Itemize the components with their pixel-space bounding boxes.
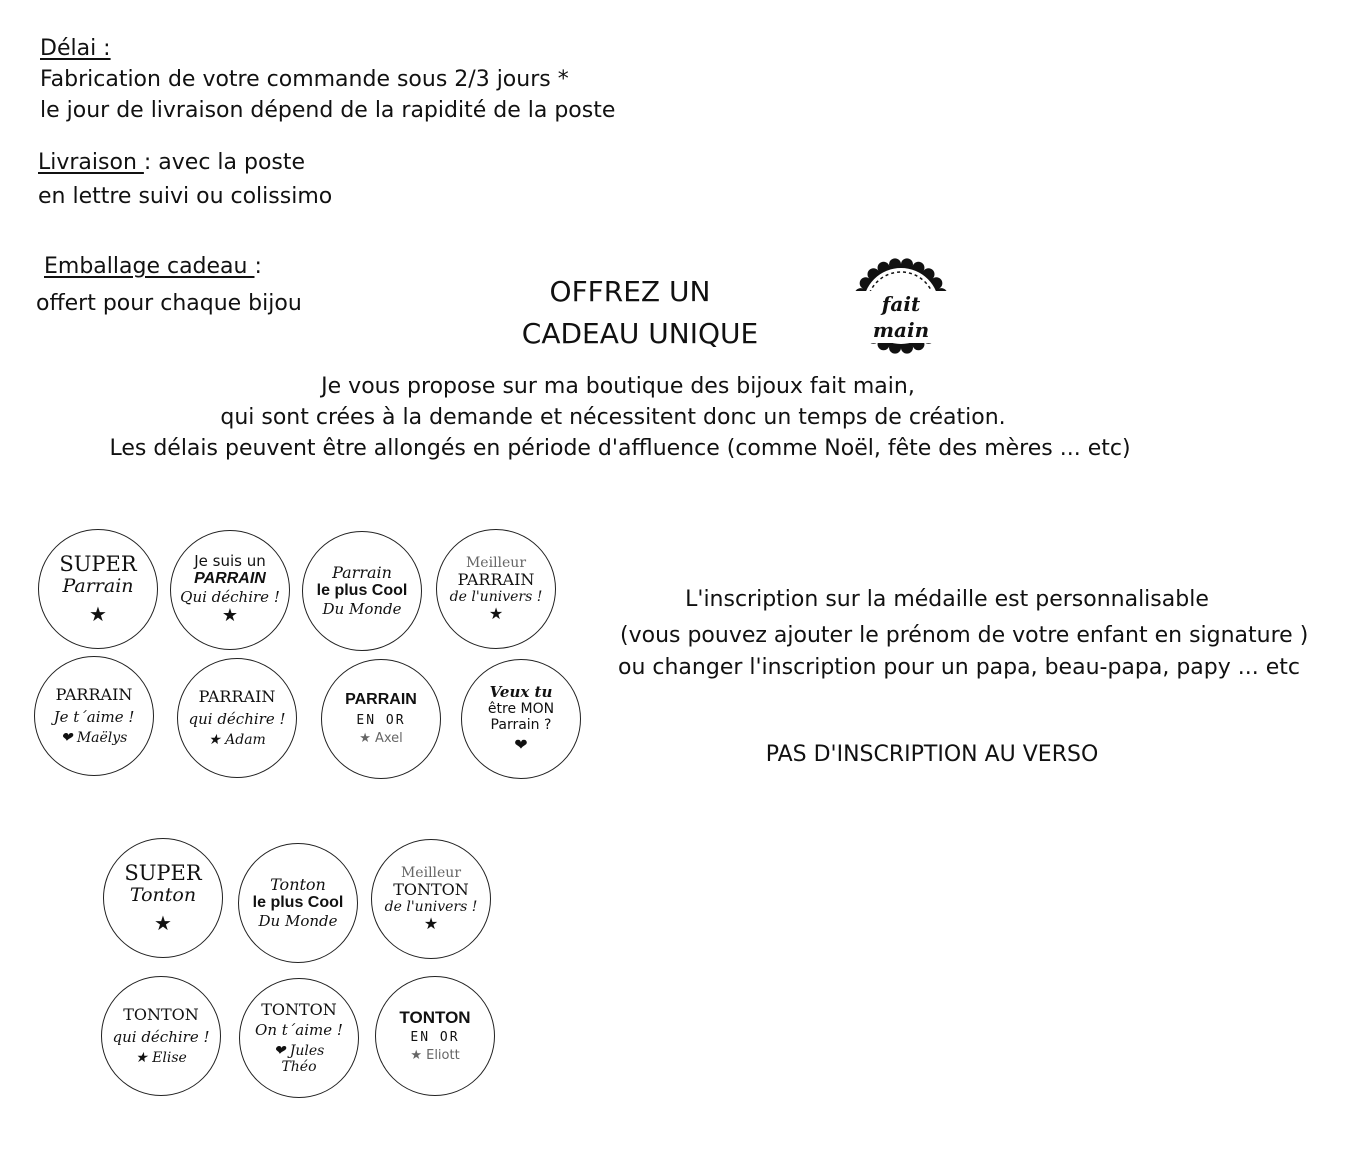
heart-icon: ❤: [514, 734, 528, 754]
medal-line: Tonton: [129, 883, 197, 906]
medal-line: ★ Elise: [135, 1049, 187, 1066]
offer-line-2: CADEAU UNIQUE: [521, 317, 759, 350]
medal-line: ❤ Maëlys: [60, 729, 128, 746]
medal-line: PARRAIN: [457, 569, 535, 589]
medal-super-tonton: [103, 838, 223, 958]
emballage-heading-suffix: :: [254, 254, 262, 279]
medal-line: de l'univers !: [384, 899, 478, 915]
medal-parrain-je-t-aime: [34, 656, 154, 776]
medal-line: Du Monde: [258, 911, 338, 930]
medal-line: ★ Adam: [208, 731, 266, 748]
medal-je-suis-un-parrain: [170, 530, 290, 650]
medal-line: le plus Cool: [316, 582, 408, 600]
medal-line: Je suis un: [194, 552, 266, 571]
medal-veux-tu-etre-mon-parrain: [461, 659, 581, 779]
medal-parrain-qui-dechire: [177, 658, 297, 778]
medal-meilleur-tonton: [371, 839, 491, 959]
medal-line: EN OR: [410, 1030, 460, 1046]
medal-line: qui déchire !: [188, 709, 286, 728]
intro-line-1: Je vous propose sur ma boutique des bijoux fait main,: [321, 374, 915, 399]
fait-main-logo: [852, 257, 950, 355]
medal-line: EN OR: [356, 712, 406, 728]
medal-line: TONTON: [261, 1000, 337, 1020]
medal-line: être MON: [487, 701, 555, 718]
medal-tonton-qui-dechire: [101, 976, 221, 1096]
livraison-heading-label: Livraison: [38, 150, 144, 175]
medal-line: SUPER: [124, 860, 202, 885]
verso-notice: PAS D'INSCRIPTION AU VERSO: [765, 742, 1099, 767]
medal-line: Tonton: [270, 874, 326, 894]
medal-line: ❤ Jules: [273, 1042, 325, 1059]
medal-line: Veux tu: [489, 683, 553, 702]
star-icon: ★: [221, 605, 239, 627]
medal-line: Je t´aime !: [53, 707, 135, 726]
offer-line-1: OFFREZ UN: [549, 275, 711, 308]
medal-line: PARRAIN: [345, 691, 417, 709]
medal-parrain-en-or: [321, 659, 441, 779]
emballage-heading: [44, 254, 262, 280]
medal-line: qui déchire !: [112, 1027, 210, 1046]
star-icon: ★: [154, 911, 172, 936]
intro-line-3: Les délais peuvent être allongés en période d'affluence (comme Noël, fête des mères ... etc): [109, 436, 1131, 461]
medal-line: Parrain: [62, 574, 134, 597]
star-icon: ★: [89, 602, 107, 627]
delai-heading: Délai :: [40, 36, 111, 61]
medal-tonton-plus-cool: [238, 843, 358, 963]
medal-line: Parrain: [332, 562, 392, 582]
intro-line-2: qui sont crées à la demande et nécessitent donc un temps de création.: [220, 405, 1006, 430]
medal-line: Théo: [281, 1058, 317, 1075]
livraison-heading: [38, 150, 305, 176]
medal-meilleur-parrain: [436, 529, 556, 649]
medal-line: PARRAIN: [194, 570, 266, 588]
medal-tonton-on-t-aime: [239, 978, 359, 1098]
livraison-line-2: en lettre suivi ou colissimo: [38, 184, 333, 209]
inscription-line-1: L'inscription sur la médaille est personnalisable: [685, 587, 1209, 612]
delai-line-1: Fabrication de votre commande sous 2/3 jours *: [40, 67, 569, 92]
medal-line: Du Monde: [322, 599, 402, 618]
inscription-line-3: ou changer l'inscription pour un papa, beau-papa, papy ... etc: [618, 655, 1300, 680]
emballage-heading-label: Emballage cadeau: [44, 254, 255, 279]
medal-line: Meilleur: [400, 864, 462, 881]
livraison-heading-suffix: : avec la poste: [143, 150, 306, 175]
medal-line: Qui déchire !: [180, 587, 280, 606]
medal-line: On t´aime !: [255, 1021, 343, 1040]
medal-line: PARRAIN: [198, 687, 276, 707]
medal-line: le plus Cool: [252, 894, 344, 912]
inscription-line-2: (vous pouvez ajouter le prénom de votre enfant en signature ): [620, 623, 1309, 648]
medal-line: Parrain ?: [490, 717, 552, 734]
medal-line: SUPER: [59, 551, 137, 576]
medal-line: TONTON: [393, 879, 469, 899]
medal-line: TONTON: [123, 1005, 199, 1025]
medal-parrain-plus-cool: [302, 531, 422, 651]
medal-line: PARRAIN: [55, 685, 133, 705]
medal-super-parrain: [38, 529, 158, 649]
emballage-line-2: offert pour chaque bijou: [36, 291, 302, 316]
medal-line: ★ Axel: [359, 730, 403, 746]
star-icon: ★: [488, 604, 504, 624]
medal-line: Meilleur: [465, 554, 527, 571]
medal-tonton-en-or: [375, 976, 495, 1096]
delai-line-2: le jour de livraison dépend de la rapidité de la poste: [40, 98, 616, 123]
medal-line: TONTON: [399, 1007, 471, 1027]
medal-line: ★ Eliott: [410, 1048, 460, 1064]
fait-main-text: fait main: [852, 291, 950, 343]
medal-line: de l'univers !: [449, 589, 543, 605]
star-icon: ★: [423, 914, 439, 934]
